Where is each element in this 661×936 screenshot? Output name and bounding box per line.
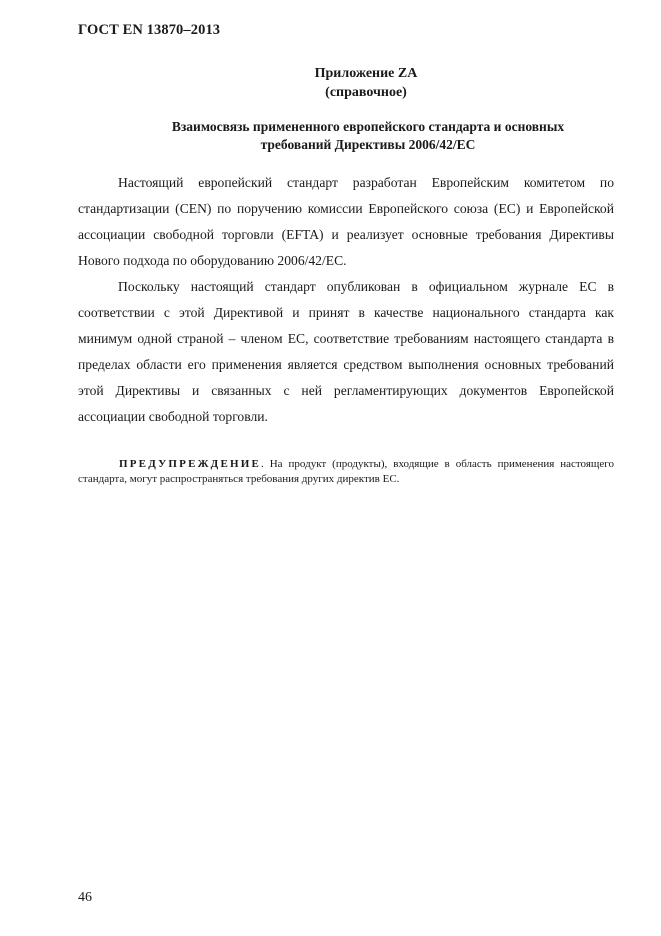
section-title-line-1: Взаимосвязь примененного европейского стандарта и основных	[171, 119, 565, 134]
standard-code: ГОСТ EN 13870–2013	[78, 22, 221, 38]
paragraph-2: Поскольку настоящий стандарт опубликован в официальном журнале ЕС в соответствии с этой Директивой и принят в качестве национального стандарта как минимум одной страной – членом ЕС, соответствие требованиям настоящего стандарта в пределах области его применения является средством выполнения основных требований этой Директивы и связанных с ней регламентирующих документов Европейской ассоциации свободной торговли.	[78, 279, 614, 424]
annex-heading	[236, 64, 496, 102]
warning-text: . На продукт (продукты), входящие в область применения настоящего стандарта, могут распространяться требования других директив ЕС.	[78, 458, 614, 485]
paragraph-1: Настоящий европейский стандарт разработан Европейским комитетом по стандартизации (CEN) по поручению комиссии Европейского союза (ЕС) и Европейской ассоциации свободной торговли (EFTA) и реализует основные требования Директивы Нового подхода по оборудованию 2006/42/ЕС.	[78, 175, 614, 268]
annex-title: Приложение ZA	[314, 66, 418, 81]
warning-label: ПРЕДУПРЕЖДЕНИЕ	[119, 458, 262, 470]
section-title-line-2: требований Директивы 2006/42/ЕС	[260, 137, 476, 152]
annex-subtitle: (справочное)	[325, 85, 407, 100]
page-number: 46	[78, 890, 92, 905]
body-text	[78, 170, 614, 430]
warning-note	[78, 457, 614, 487]
section-title	[118, 118, 618, 154]
